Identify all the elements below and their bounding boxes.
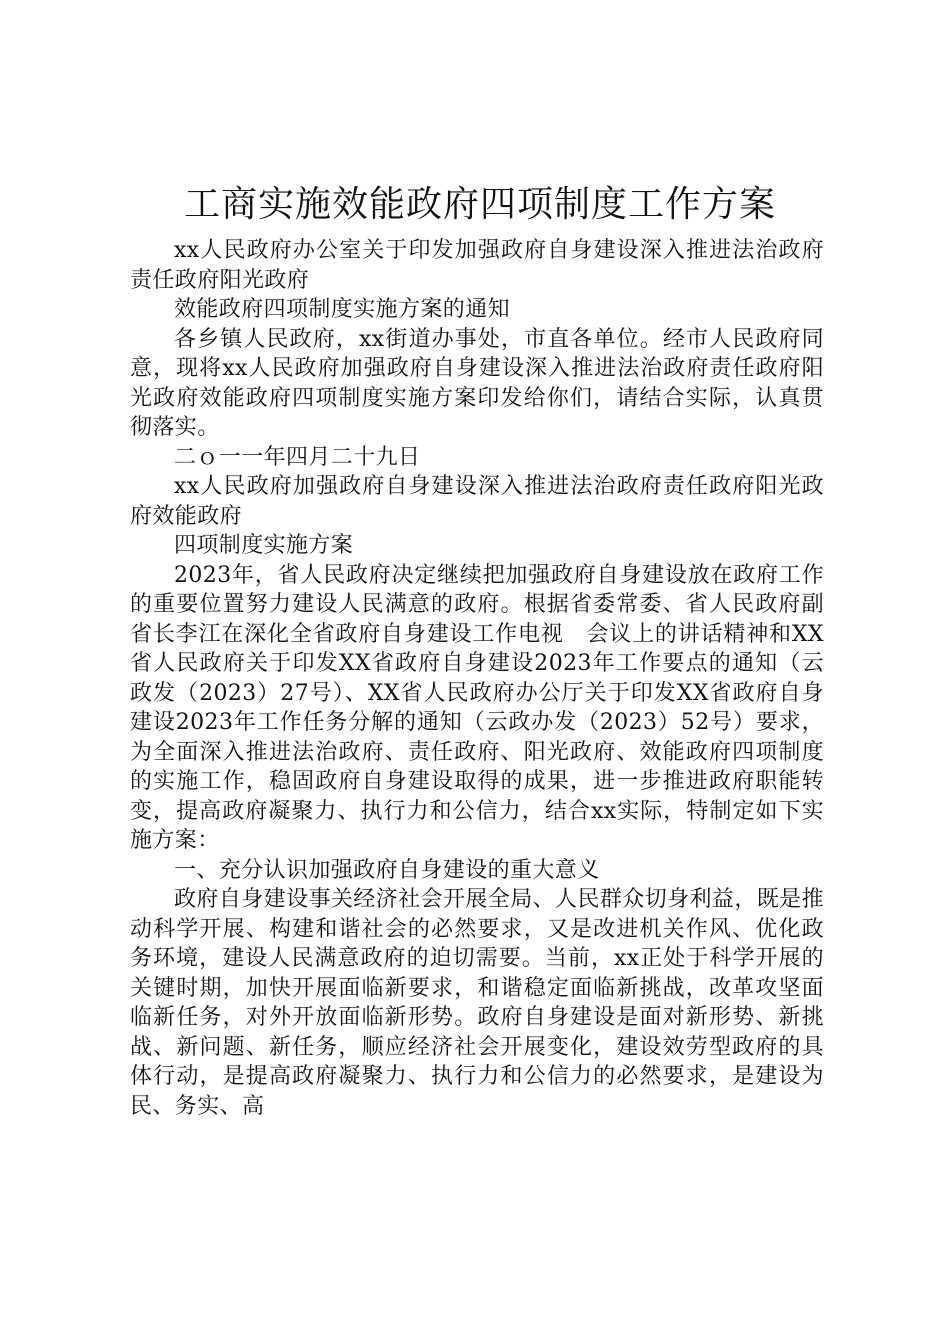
paragraph-plan-heading-cont: 四项制度实施方案 (174, 533, 354, 558)
paragraph-section-1: 政府自身建设事关经济社会开展全局、人民群众切身利益，既是推动科学开展、构建和谐社会的必然要求，又是改进机关作风、优化政务环境，建设人民满意政府的迫切需要。当前，xx正处于科学开展的关键时期，加快开展面临新要求，和谐稳定面临新挑战，改革攻坚面临新任务，对外开放面临新形势。政府自身建设是面对新形势、新挑战、新问题、新任务，顺应经济社会开展变化，建设效劳型政府的具体行动，是提高政府凝聚力、执行力和公信力的必然要求，是建设为民、务实、高 (130, 887, 824, 1119)
paragraph-notice-heading: xx人民政府办公室关于印发加强政府自身建设深入推进法治政府责任政府阳光政府 (130, 238, 824, 293)
paragraph-notice-heading-cont: 效能政府四项制度实施方案的通知 (174, 297, 511, 322)
paragraph-plan-heading: xx人民政府加强政府自身建设深入推进法治政府责任政府阳光政府效能政府 (130, 474, 824, 529)
paragraph-addressee: 各乡镇人民政府，xx街道办事处，市直各单位。经市人民政府同意，现将xx人民政府加强政府自身建设深入推进法治政府责任政府阳光政府效能政府四项制度实施方案印发给你们，请结合实际，认真贯彻落实。 (130, 326, 824, 440)
paragraph-intro: 2023年，省人民政府决定继续把加强政府自身建设放在政府工作的重要位置努力建设人民满意的政府。根据省委常委、省人民政府副省长李江在深化全省政府自身建设工作电视 会议上的讲话精神和XX省人民政府关于印发XX省政府自身建设2023年工作要点的通知（云政发（2023）27号）、XX省人民政府办公厅关于印发XX省政府自身建设2023年工作任务分解的通知（云政办发（2023）52号）要求，为全面深入推进法治政府、责任政府、阳光政府、效能政府四项制度的实施工作，稳固政府自身建设取得的成果，进一步推进政府职能转变，提高政府凝聚力、执行力和公信力，结合xx实际，特制定如下实施方案： (130, 562, 824, 853)
document-title: 工商实施效能政府四项制度工作方案 (183, 184, 776, 225)
document-body (130, 236, 824, 1121)
paragraph-date: 二ｏ一一年四月二十九日 (174, 444, 421, 470)
section-heading-1: 一、充分认识加强政府自身建设的重大意义 (174, 857, 600, 883)
